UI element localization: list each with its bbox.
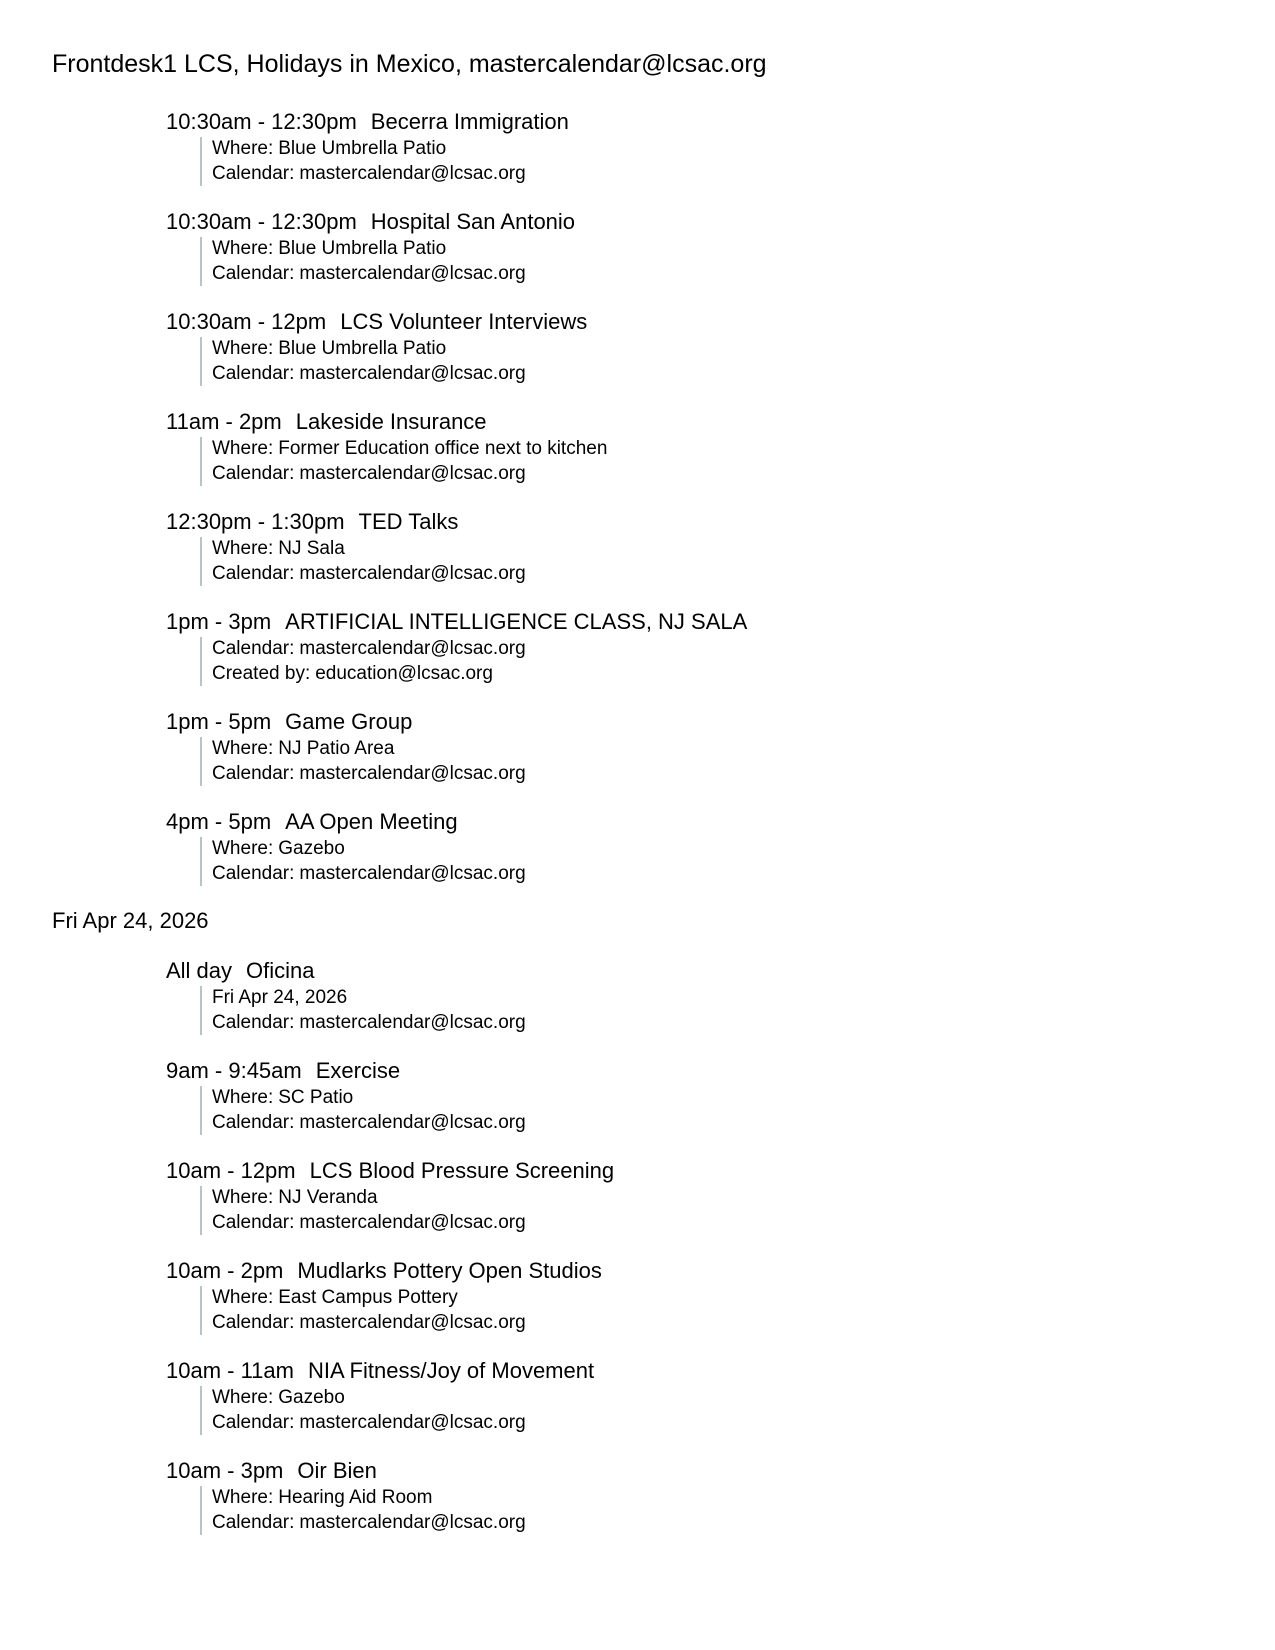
- event-item[interactable]: [166, 609, 747, 709]
- event-item[interactable]: [166, 409, 747, 509]
- calendar-label: Calendar:: [212, 862, 295, 884]
- event-where-row: [212, 137, 747, 162]
- event-details: [200, 637, 747, 686]
- calendar-label: Calendar:: [212, 1511, 295, 1533]
- calendar-value: mastercalendar@lcsac.org: [299, 1511, 526, 1533]
- event-calendar-row: [212, 1111, 614, 1136]
- calendar-value: mastercalendar@lcsac.org: [299, 638, 526, 659]
- where-value: Gazebo: [278, 1387, 345, 1408]
- calendar-value: mastercalendar@lcsac.org: [299, 462, 526, 484]
- event-time: 11am - 2pm: [166, 409, 282, 434]
- where-value: Gazebo: [278, 838, 345, 859]
- event-item[interactable]: [166, 1158, 614, 1258]
- calendar-label: Calendar:: [212, 1211, 295, 1233]
- event-title: Becerra Immigration: [370, 109, 569, 134]
- event-time: 10am - 2pm: [166, 1258, 284, 1283]
- event-heading: [166, 709, 747, 735]
- event-heading: [166, 1058, 614, 1084]
- event-where-row: [212, 1186, 614, 1211]
- event-item[interactable]: [166, 209, 747, 309]
- where-value: NJ Veranda: [278, 1187, 378, 1208]
- event-details: [200, 1286, 614, 1335]
- where-value: East Campus Pottery: [278, 1287, 458, 1308]
- event-item[interactable]: [166, 1458, 614, 1558]
- calendar-label: Calendar:: [212, 162, 295, 184]
- where-value: NJ Sala: [278, 538, 345, 559]
- event-heading: [166, 1158, 614, 1184]
- calendar-value: mastercalendar@lcsac.org: [299, 262, 526, 284]
- calendar-value: mastercalendar@lcsac.org: [299, 862, 526, 884]
- event-time: 10:30am - 12:30pm: [166, 209, 357, 234]
- event-details: [200, 337, 747, 386]
- event-details: [200, 537, 747, 586]
- where-label: Where:: [212, 438, 274, 459]
- page-title: Frontdesk1 LCS, Holidays in Mexico, mastercalendar@lcsac.org: [52, 50, 767, 78]
- calendar-label: Calendar:: [212, 1111, 295, 1133]
- event-calendar-row: [212, 1311, 614, 1336]
- event-calendar-row: [212, 162, 747, 187]
- event-calendar-row: [212, 637, 747, 662]
- where-label: Where:: [212, 138, 274, 159]
- event-details: [200, 737, 747, 786]
- event-calendar-row: [212, 562, 747, 587]
- event-calendar-row: [212, 762, 747, 787]
- event-details: [200, 237, 747, 286]
- event-time: 9am - 9:45am: [166, 1058, 302, 1083]
- event-heading: [166, 809, 747, 835]
- event-calendar-row: [212, 1211, 614, 1236]
- calendar-label: Calendar:: [212, 762, 295, 784]
- event-where-row: [212, 1486, 614, 1511]
- event-details: [200, 437, 747, 486]
- event-details: [200, 1086, 614, 1135]
- event-time: 1pm - 3pm: [166, 609, 272, 634]
- event-details: [200, 837, 747, 886]
- event-title: Oir Bien: [297, 1458, 377, 1483]
- event-heading: [166, 409, 747, 435]
- event-created-by-row: [212, 662, 747, 687]
- where-label: Where:: [212, 1287, 274, 1308]
- calendar-value: mastercalendar@lcsac.org: [299, 1311, 526, 1333]
- event-item[interactable]: [166, 1058, 614, 1158]
- event-title: Exercise: [315, 1058, 401, 1083]
- event-time: 10am - 3pm: [166, 1458, 284, 1483]
- calendar-value: mastercalendar@lcsac.org: [299, 1111, 526, 1133]
- event-heading: [166, 1458, 614, 1484]
- event-heading: [166, 958, 614, 984]
- event-title: LCS Blood Pressure Screening: [309, 1158, 615, 1183]
- event-item[interactable]: [166, 509, 747, 609]
- event-where-row: [212, 437, 747, 462]
- event-details: [200, 986, 614, 1035]
- day-heading: Fri Apr 24, 2026: [52, 908, 209, 933]
- event-calendar-row: [212, 462, 747, 487]
- calendar-value: mastercalendar@lcsac.org: [299, 762, 526, 784]
- event-item[interactable]: [166, 958, 614, 1058]
- calendar-label: Calendar:: [212, 262, 295, 284]
- event-item[interactable]: [166, 109, 747, 209]
- event-calendar-row: [212, 262, 747, 287]
- where-value: NJ Patio Area: [278, 738, 395, 759]
- event-date-row: Fri Apr 24, 2026: [212, 987, 348, 1008]
- calendar-label: Calendar:: [212, 1011, 295, 1033]
- event-time: 10:30am - 12:30pm: [166, 109, 357, 134]
- where-label: Where:: [212, 238, 274, 259]
- event-where-row: [212, 1386, 614, 1411]
- event-title: AA Open Meeting: [285, 809, 458, 834]
- where-label: Where:: [212, 538, 274, 559]
- event-details: [200, 1486, 614, 1535]
- event-where-row: [212, 337, 747, 362]
- where-label: Where:: [212, 1387, 274, 1408]
- calendar-label: Calendar:: [212, 362, 295, 384]
- event-heading: [166, 1358, 614, 1384]
- where-label: Where:: [212, 738, 274, 759]
- where-value: SC Patio: [278, 1087, 354, 1108]
- event-calendar-row: [212, 1511, 614, 1536]
- calendar-value: mastercalendar@lcsac.org: [299, 1211, 526, 1233]
- event-time: 4pm - 5pm: [166, 809, 272, 834]
- event-time: 10:30am - 12pm: [166, 309, 327, 334]
- where-label: Where:: [212, 838, 274, 859]
- where-value: Blue Umbrella Patio: [278, 238, 447, 259]
- event-calendar-row: [212, 862, 747, 887]
- where-value: Hearing Aid Room: [278, 1487, 433, 1508]
- where-value: Former Education office next to kitchen: [278, 438, 608, 459]
- day1-event-list: [166, 109, 747, 909]
- event-title: LCS Volunteer Interviews: [340, 309, 588, 334]
- where-value: Blue Umbrella Patio: [278, 138, 447, 159]
- where-label: Where:: [212, 1087, 274, 1108]
- event-where-row: [212, 837, 747, 862]
- created-by-label: Created by:: [212, 662, 311, 684]
- event-title: Hospital San Antonio: [370, 209, 576, 234]
- event-time: 12:30pm - 1:30pm: [166, 509, 345, 534]
- event-where-row: [212, 1286, 614, 1311]
- event-item[interactable]: [166, 809, 747, 909]
- event-title: Lakeside Insurance: [295, 409, 487, 434]
- where-label: Where:: [212, 338, 274, 359]
- calendar-value: mastercalendar@lcsac.org: [299, 362, 526, 384]
- calendar-value: mastercalendar@lcsac.org: [299, 1411, 526, 1433]
- event-time: All day: [166, 958, 233, 983]
- event-where-row: [212, 237, 747, 262]
- calendar-label: Calendar:: [212, 562, 295, 584]
- event-item[interactable]: [166, 309, 747, 409]
- calendar-value: mastercalendar@lcsac.org: [299, 562, 526, 584]
- event-title: NIA Fitness/Joy of Movement: [307, 1358, 595, 1383]
- event-heading: [166, 609, 747, 635]
- event-where-row: [212, 537, 747, 562]
- calendar-label: Calendar:: [212, 462, 295, 484]
- calendar-label: Calendar:: [212, 1411, 295, 1433]
- created-by-value: education@lcsac.org: [315, 662, 493, 684]
- event-title: Mudlarks Pottery Open Studios: [297, 1258, 602, 1283]
- event-heading: [166, 209, 747, 235]
- event-where-row: [212, 737, 747, 762]
- calendar-value: mastercalendar@lcsac.org: [299, 1011, 526, 1033]
- event-calendar-row: [212, 1411, 614, 1436]
- calendar-label: Calendar:: [212, 1311, 295, 1333]
- calendar-label: Calendar:: [212, 638, 295, 659]
- event-item[interactable]: [166, 1258, 614, 1358]
- calendar-value: mastercalendar@lcsac.org: [299, 162, 526, 184]
- event-calendar-row: [212, 362, 747, 387]
- event-title: Oficina: [246, 958, 315, 983]
- event-details: [200, 1386, 614, 1435]
- event-heading: [166, 1258, 614, 1284]
- event-details: [200, 1186, 614, 1235]
- event-time: 10am - 12pm: [166, 1158, 296, 1183]
- where-value: Blue Umbrella Patio: [278, 338, 447, 359]
- event-item[interactable]: [166, 1358, 614, 1458]
- event-title: Game Group: [285, 709, 413, 734]
- where-label: Where:: [212, 1187, 274, 1208]
- event-heading: [166, 109, 747, 135]
- event-heading: [166, 309, 747, 335]
- event-details: [200, 137, 747, 186]
- where-label: Where:: [212, 1487, 274, 1508]
- event-title: TED Talks: [358, 509, 459, 534]
- event-title: ARTIFICIAL INTELLIGENCE CLASS, NJ SALA: [285, 609, 748, 634]
- event-time: 10am - 11am: [166, 1358, 294, 1383]
- day2-event-list: [166, 958, 614, 1558]
- event-time: 1pm - 5pm: [166, 709, 272, 734]
- event-item[interactable]: [166, 709, 747, 809]
- event-where-row: [212, 1086, 614, 1111]
- event-calendar-row: [212, 1011, 614, 1036]
- event-heading: [166, 509, 747, 535]
